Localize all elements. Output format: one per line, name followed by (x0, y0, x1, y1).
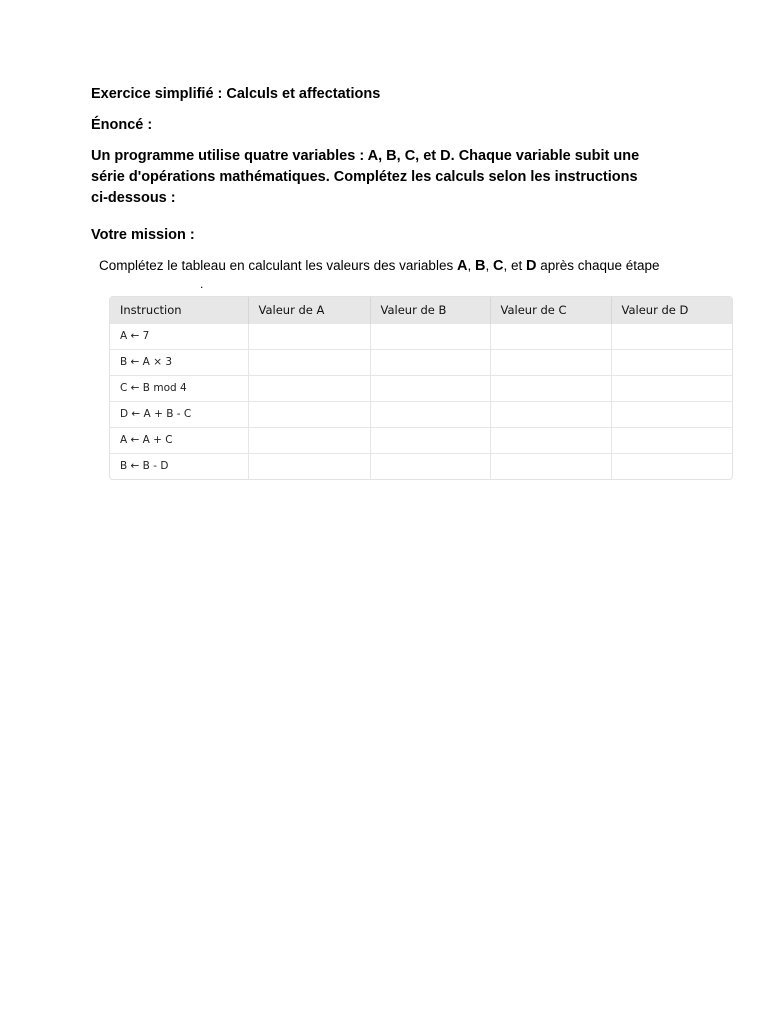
instruction-cell: D ← A + B - C (110, 401, 248, 427)
value-c-cell[interactable] (490, 323, 611, 349)
instruction-cell: C ← B mod 4 (110, 375, 248, 401)
value-c-cell[interactable] (490, 427, 611, 453)
variable-d-label: D (525, 258, 537, 274)
value-a-cell[interactable] (248, 349, 370, 375)
instruction-cell: B ← A × 3 (110, 349, 248, 375)
header-value-c: Valeur de C (490, 297, 611, 323)
value-a-cell[interactable] (248, 427, 370, 453)
value-b-cell[interactable] (370, 323, 490, 349)
value-b-cell[interactable] (370, 453, 490, 479)
value-c-cell[interactable] (490, 453, 611, 479)
value-a-cell[interactable] (248, 453, 370, 479)
statement-text: Un programme utilise quatre variables : A, B, C, et D. Chaque variable subit une série d'opérations mathématiques. Complétez les calculs selon les instructions ci-dessous : (91, 148, 640, 206)
instruction-separator: , (485, 258, 493, 273)
value-c-cell[interactable] (490, 375, 611, 401)
value-d-cell[interactable] (611, 401, 733, 427)
table-row (110, 323, 733, 349)
value-a-cell[interactable] (248, 401, 370, 427)
table-row (110, 453, 733, 479)
value-a-cell[interactable] (248, 323, 370, 349)
value-d-cell[interactable] (611, 323, 733, 349)
variable-a-label: A (456, 258, 468, 274)
variable-c-label: C (492, 258, 504, 274)
instruction-cell: A ← A + C (110, 427, 248, 453)
value-d-cell[interactable] (611, 427, 733, 453)
header-instruction: Instruction (110, 297, 248, 323)
header-value-b: Valeur de B (370, 297, 490, 323)
value-b-cell[interactable] (370, 401, 490, 427)
value-d-cell[interactable] (611, 349, 733, 375)
instruction-cell: A ← 7 (110, 323, 248, 349)
table-row (110, 349, 733, 375)
variables-table-container (109, 296, 733, 480)
value-b-cell[interactable] (370, 427, 490, 453)
variables-table (110, 297, 733, 479)
mission-instruction (99, 258, 660, 274)
value-c-cell[interactable] (490, 349, 611, 375)
instruction-cell: B ← B - D (110, 453, 248, 479)
header-value-a: Valeur de A (248, 297, 370, 323)
exercise-title: Exercice simplifié : Calculs et affectations (91, 86, 381, 102)
table-row (110, 401, 733, 427)
instruction-prefix: Complétez le tableau en calculant les valeurs des variables (99, 258, 457, 273)
table-header-row (110, 297, 733, 323)
header-value-d: Valeur de D (611, 297, 733, 323)
stray-period: . (200, 277, 204, 291)
value-b-cell[interactable] (370, 375, 490, 401)
value-a-cell[interactable] (248, 375, 370, 401)
table-row (110, 427, 733, 453)
instruction-separator: , et (503, 258, 526, 273)
mission-heading: Votre mission : (91, 227, 195, 243)
instruction-separator: , (467, 258, 475, 273)
table-row (110, 375, 733, 401)
instruction-suffix: après chaque étape (536, 258, 660, 273)
value-b-cell[interactable] (370, 349, 490, 375)
value-d-cell[interactable] (611, 375, 733, 401)
value-d-cell[interactable] (611, 453, 733, 479)
statement-heading: Énoncé : (91, 117, 153, 133)
value-c-cell[interactable] (490, 401, 611, 427)
variable-b-label: B (474, 258, 486, 274)
